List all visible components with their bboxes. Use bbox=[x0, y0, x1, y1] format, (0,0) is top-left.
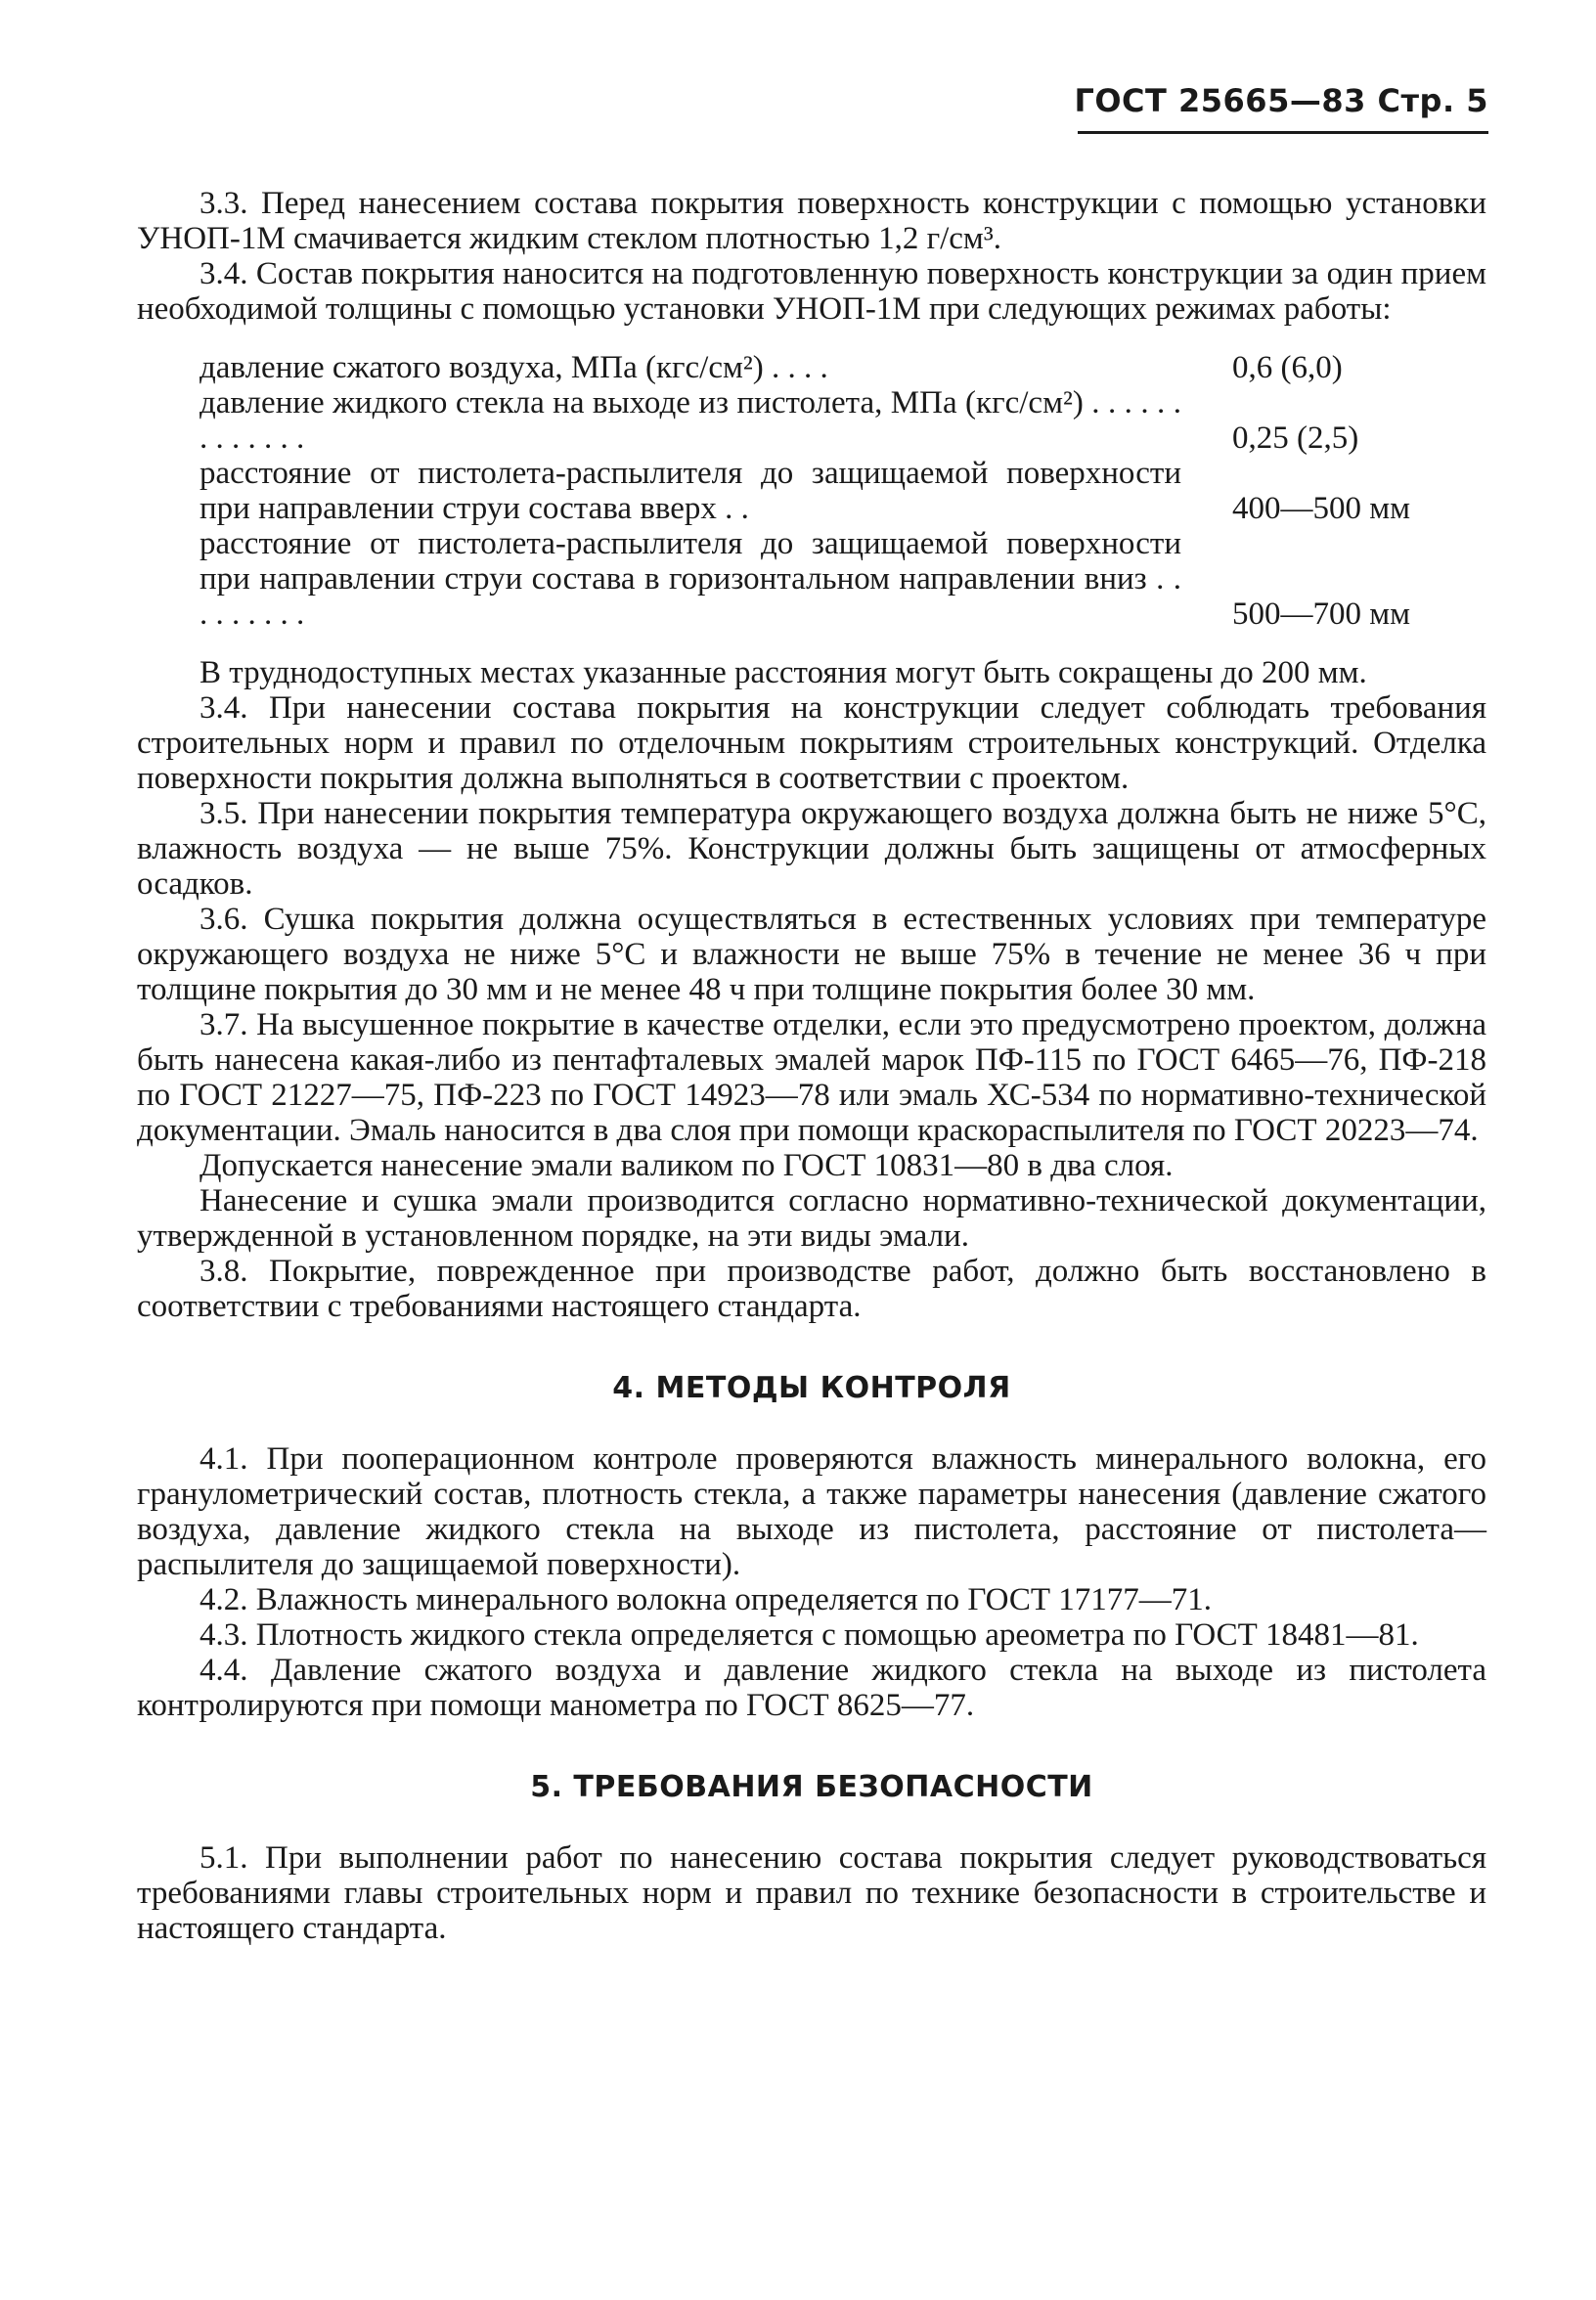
page-header bbox=[1074, 82, 1488, 119]
header-doc-number: ГОСТ 25665—83 bbox=[1074, 82, 1366, 119]
section-heading-control-methods: 4. МЕТОДЫ КОНТРОЛЯ bbox=[612, 1371, 1011, 1405]
param-label: давление жидкого стекла на выходе из пистолета, МПа (кгс/см²) . . . . . . . . . . . . . bbox=[200, 385, 1181, 456]
paragraph-4-4: 4.4. Давление сжатого воздуха и давление жидкого стекла на выходе из пистолета контролируются при помощи манометра по ГОСТ 8625—77. bbox=[137, 1653, 1486, 1723]
param-row bbox=[200, 385, 1486, 456]
param-label: расстояние от пистолета-распылителя до защищаемой поверхности при направлении струи состава вверх . . bbox=[200, 456, 1181, 526]
param-value: 500—700 мм bbox=[1232, 597, 1411, 632]
param-label: давление сжатого воздуха, МПа (кгс/см²) . . . . bbox=[200, 350, 828, 385]
paragraph-3-7: 3.7. На высушенное покрытие в качестве отделки, если это предусмотрено проектом, должна быть нанесена какая-либо из пентафталевых эмалей марок ПФ-115 по ГОСТ 6465—76, ПФ-218 по ГОСТ 21227—75, ПФ-223 по ГОСТ 14923—78 или эмаль ХС-534 по нормативно-технической документации. Эмаль наносится в два слоя при помощи краскораспылителя по ГОСТ 20223—74. bbox=[137, 1007, 1486, 1148]
paragraph-4-2: 4.2. Влажность минерального волокна определяется по ГОСТ 17177—71. bbox=[200, 1582, 1213, 1617]
document-body bbox=[137, 186, 1486, 1946]
paragraph-4-1: 4.1. При пооперационном контроле проверяются влажность минерального волокна, его гранулометрический состав, плотность стекла, а также параметры нанесения (давление сжатого воздуха, давление жидкого стекла на выходе из пистолета, расстояние от пистолета—распылителя до защищаемой поверхности). bbox=[137, 1441, 1486, 1582]
paragraph-3-4b: 3.4. При нанесении состава покрытия на конструкции следует соблюдать требования строительных норм и правил по отделочным покрытиям строительных конструкций. Отделка поверхности покрытия должна выполняться в соответствии с проектом. bbox=[137, 690, 1486, 796]
paragraph-roller: Допускается нанесение эмали валиком по ГОСТ 10831—80 в два слоя. bbox=[200, 1148, 1174, 1183]
paragraph-drying: Нанесение и сушка эмали производится согласно нормативно-технической документации, утвержденной в установленном порядке, на эти виды эмали. bbox=[137, 1183, 1486, 1254]
paragraph-distance-note: В труднодоступных местах указанные расстояния могут быть сокращены до 200 мм. bbox=[200, 655, 1367, 690]
param-value: 0,25 (2,5) bbox=[1232, 420, 1359, 456]
param-value: 0,6 (6,0) bbox=[1232, 350, 1343, 385]
paragraph-3-4a: 3.4. Состав покрытия наносится на подготовленную поверхность конструкции за один прием необходимой толщины с помощью установки УНОП-1М при следующих режимах работы: bbox=[137, 256, 1486, 327]
paragraph-3-6: 3.6. Сушка покрытия должна осуществляться в естественных условиях при температуре окружающего воздуха не ниже 5°С и влажности не выше 75% в течение не менее 36 ч при толщине покрытия до 30 мм и не менее 48 ч при толщине покрытия более 30 мм. bbox=[137, 902, 1486, 1007]
param-value: 400—500 мм bbox=[1232, 491, 1411, 526]
paragraph-4-3: 4.3. Плотность жидкого стекла определяется с помощью ареометра по ГОСТ 18481—81. bbox=[200, 1617, 1419, 1653]
param-label: расстояние от пистолета-распылителя до защищаемой поверхности при направлении струи состава в горизонтальном направлении вниз . . . . . . . . . bbox=[200, 526, 1181, 632]
paragraph-5-1: 5.1. При выполнении работ по нанесению состава покрытия следует руководствоваться требованиями главы строительных норм и правил по технике безопасности в строительстве и настоящего стандарта. bbox=[137, 1840, 1486, 1946]
paragraph-3-3: 3.3. Перед нанесением состава покрытия поверхность конструкции с помощью установки УНОП-1М смачивается жидким стеклом плотностью 1,2 г/см³. bbox=[137, 186, 1486, 256]
param-row bbox=[200, 526, 1486, 632]
param-row bbox=[200, 350, 1486, 385]
header-rule bbox=[1078, 131, 1488, 134]
paragraph-3-5: 3.5. При нанесении покрытия температура окружающего воздуха должна быть не ниже 5°С, влажность воздуха — не выше 75%. Конструкции должны быть защищены от атмосферных осадков. bbox=[137, 796, 1486, 902]
header-page-number: Стр. 5 bbox=[1377, 82, 1488, 119]
work-modes-list bbox=[200, 350, 1486, 632]
param-row bbox=[200, 456, 1486, 526]
section-heading-safety: 5. ТРЕБОВАНИЯ БЕЗОПАСНОСТИ bbox=[530, 1770, 1093, 1804]
paragraph-3-8: 3.8. Покрытие, поврежденное при производстве работ, должно быть восстановлено в соответствии с требованиями настоящего стандарта. bbox=[137, 1254, 1486, 1324]
